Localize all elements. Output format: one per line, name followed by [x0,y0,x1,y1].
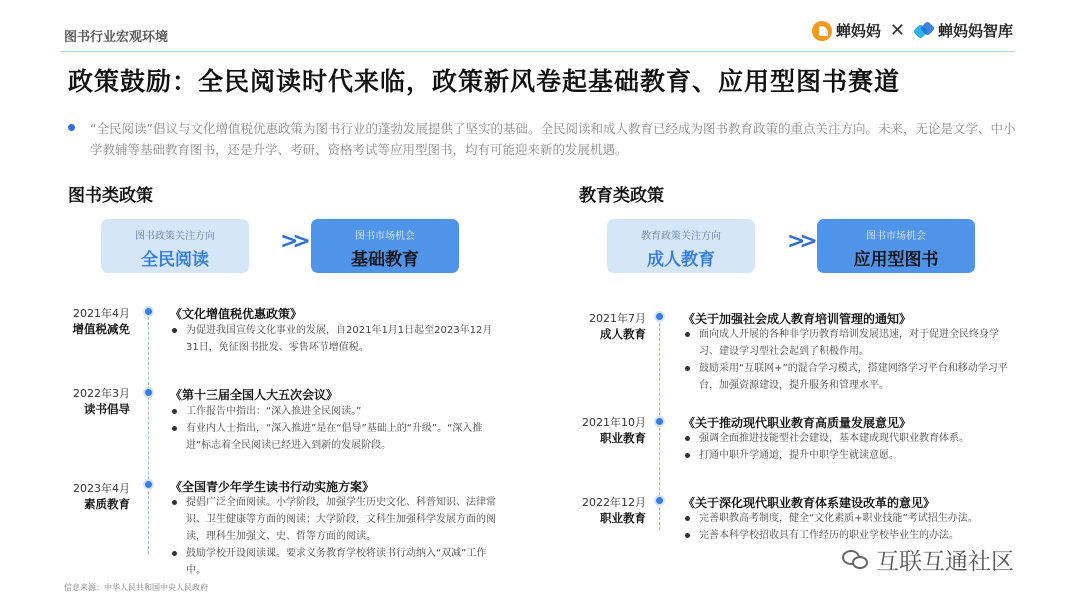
brand-logo-chanmama [812,20,881,41]
right-entry-3-label: 职业教育 [600,511,646,525]
list-item: 工作报告中指出：“深入推进全民阅读。” [170,403,500,420]
watermark-text: 互联互通社区 [876,549,1014,575]
right-entry-3-date: 2022年12月 [582,496,646,509]
left-entry-2-title: 《第十三届全国人大五次会议》 [170,388,339,402]
list-item: 提倡广泛全面阅读。小学阶段，加强学生历史文化、科普知识、法律常识、卫生健康等方面的阅读；大学阶段，文科生加强科学发展方面的阅读，理科生加强文、史、哲等方面的阅读。 [170,494,500,545]
right-opportunity-box [817,219,975,273]
list-item: 有业内人士指出，“深入推进”是在“倡导”基础上的“升级”。“深入推进”标志着全民阅读已经进入到新的发展阶段。 [170,420,500,454]
list-item: 完善职教高考制度，健全“文化素质+职业技能”考试招生办法。 [683,510,1013,527]
right-entry-2-label: 职业教育 [600,431,646,445]
right-opportunity-main: 应用型图书 [853,250,939,270]
brand-logo-zhiku [914,20,1013,41]
cicada-logo-icon [812,21,832,41]
header-bar [60,18,1015,52]
intro-paragraph [68,118,1016,160]
right-entry-1-title: 《关于加强社会成人教育培训管理的通知》 [683,312,912,326]
right-entry-2-title: 《关于推动现代职业教育高质量发展意见》 [683,416,912,430]
wechat-icon [842,548,870,572]
right-focus-sub: 教育政策关注方向 [641,231,721,242]
right-entry-2-date: 2021年10月 [582,416,646,429]
left-focus-sub: 图书政策关注方向 [135,231,215,242]
right-entry-1-label: 成人教育 [600,327,646,341]
left-entry-3-title: 《全国青少年学生读书行动实施方案》 [170,480,375,494]
timeline-dot [654,495,665,506]
left-entry-1-label: 增值税减免 [72,322,130,336]
right-entry-1-list [683,326,1013,394]
left-entry-2-date: 2022年3月 [73,387,130,400]
double-chevron-right-icon: >> [280,229,305,254]
timeline-dot [143,479,154,490]
left-opportunity-main: 基础教育 [351,250,419,270]
intro-text: “全民阅读”倡议与文化增值税优惠政策为图书行业的蓬勃发展提供了坚实的基础。全民阅读和成人教育已经成为图书教育政策的重点关注方向。未来，无论是文学、中小学教辅等基础教育图书，还是升学、考研、资格考试等应用型图书，均有可能迎来新的发展机遇。 [90,121,1016,157]
section-tag: 图书行业宏观环境 [64,30,169,45]
right-entry-3-title: 《关于深化现代职业教育体系建设改革的意见》 [683,496,936,510]
list-item: 鼓励采用“互联网+”的混合学习模式，搭建网络学习平台和移动学习平台，加强资源建设，提升服务和管理水平。 [683,360,1013,394]
page-title: 政策鼓励：全民阅读时代来临，政策新风卷起基础教育、应用型图书赛道 [68,67,901,96]
left-entry-1-title: 《文化增值税优惠政策》 [170,307,303,321]
left-column-heading: 图书类政策 [68,186,153,206]
left-timeline-line [148,312,149,554]
right-entry-1-date: 2021年7月 [589,312,646,325]
left-entry-3-list [170,494,500,579]
right-entry-3-list [683,510,1013,544]
zhiku-logo-icon [914,21,934,41]
left-opportunity-box [311,219,459,273]
timeline-dot [654,311,665,322]
source-note: 信息来源：中华人民共和国中央人民政府 [64,583,208,592]
left-entry-2-list [170,403,500,454]
times-icon: ✕ [889,20,905,41]
timeline-dot [143,306,154,317]
timeline-dot [143,387,154,398]
list-item: 强调全面推进技能型社会建设，基本建成现代职业教育体系。 [683,430,1013,447]
left-entry-1-list [170,322,500,356]
left-focus-box [101,219,249,273]
right-opportunity-sub: 图书市场机会 [866,231,926,242]
list-item: 面向成人开展的各种非学历教育培训发展迅速，对于促进全民终身学习、建设学习型社会起到了积极作用。 [683,326,1013,360]
brand2-text: 蝉妈妈智库 [937,22,1013,40]
brand-logos [812,20,1013,41]
left-entry-3-label: 素质教育 [84,497,130,511]
right-focus-box [607,219,755,273]
list-item: 鼓励学校开设阅读课。要求义务教育学校将读书行动纳入“双减”工作中。 [170,545,500,579]
list-item: 为促进我国宣传文化事业的发展，自2021年1月1日起至2023年12月31日，免征图书批发、零售环节增值税。 [170,322,500,356]
bullet-icon [68,124,75,131]
right-focus-main: 成人教育 [647,250,715,270]
watermark [842,543,1014,576]
list-item: 打通中职升学通道，提升中职学生就读意愿。 [683,447,1013,464]
right-column-heading: 教育类政策 [579,186,664,206]
list-item: 完善本科学校招收具有工作经历的职业学校毕业生的办法。 [683,527,1013,544]
left-entry-3-date: 2023年4月 [73,482,130,495]
left-entry-1-date: 2021年4月 [73,307,130,320]
left-opportunity-sub: 图书市场机会 [355,231,415,242]
timeline-dot [654,416,665,427]
right-entry-2-list [683,430,1013,464]
left-entry-2-label: 读书倡导 [84,402,130,416]
brand1-text: 蝉妈妈 [835,22,881,40]
left-focus-main: 全民阅读 [141,250,209,270]
double-chevron-right-icon: >> [787,229,812,254]
